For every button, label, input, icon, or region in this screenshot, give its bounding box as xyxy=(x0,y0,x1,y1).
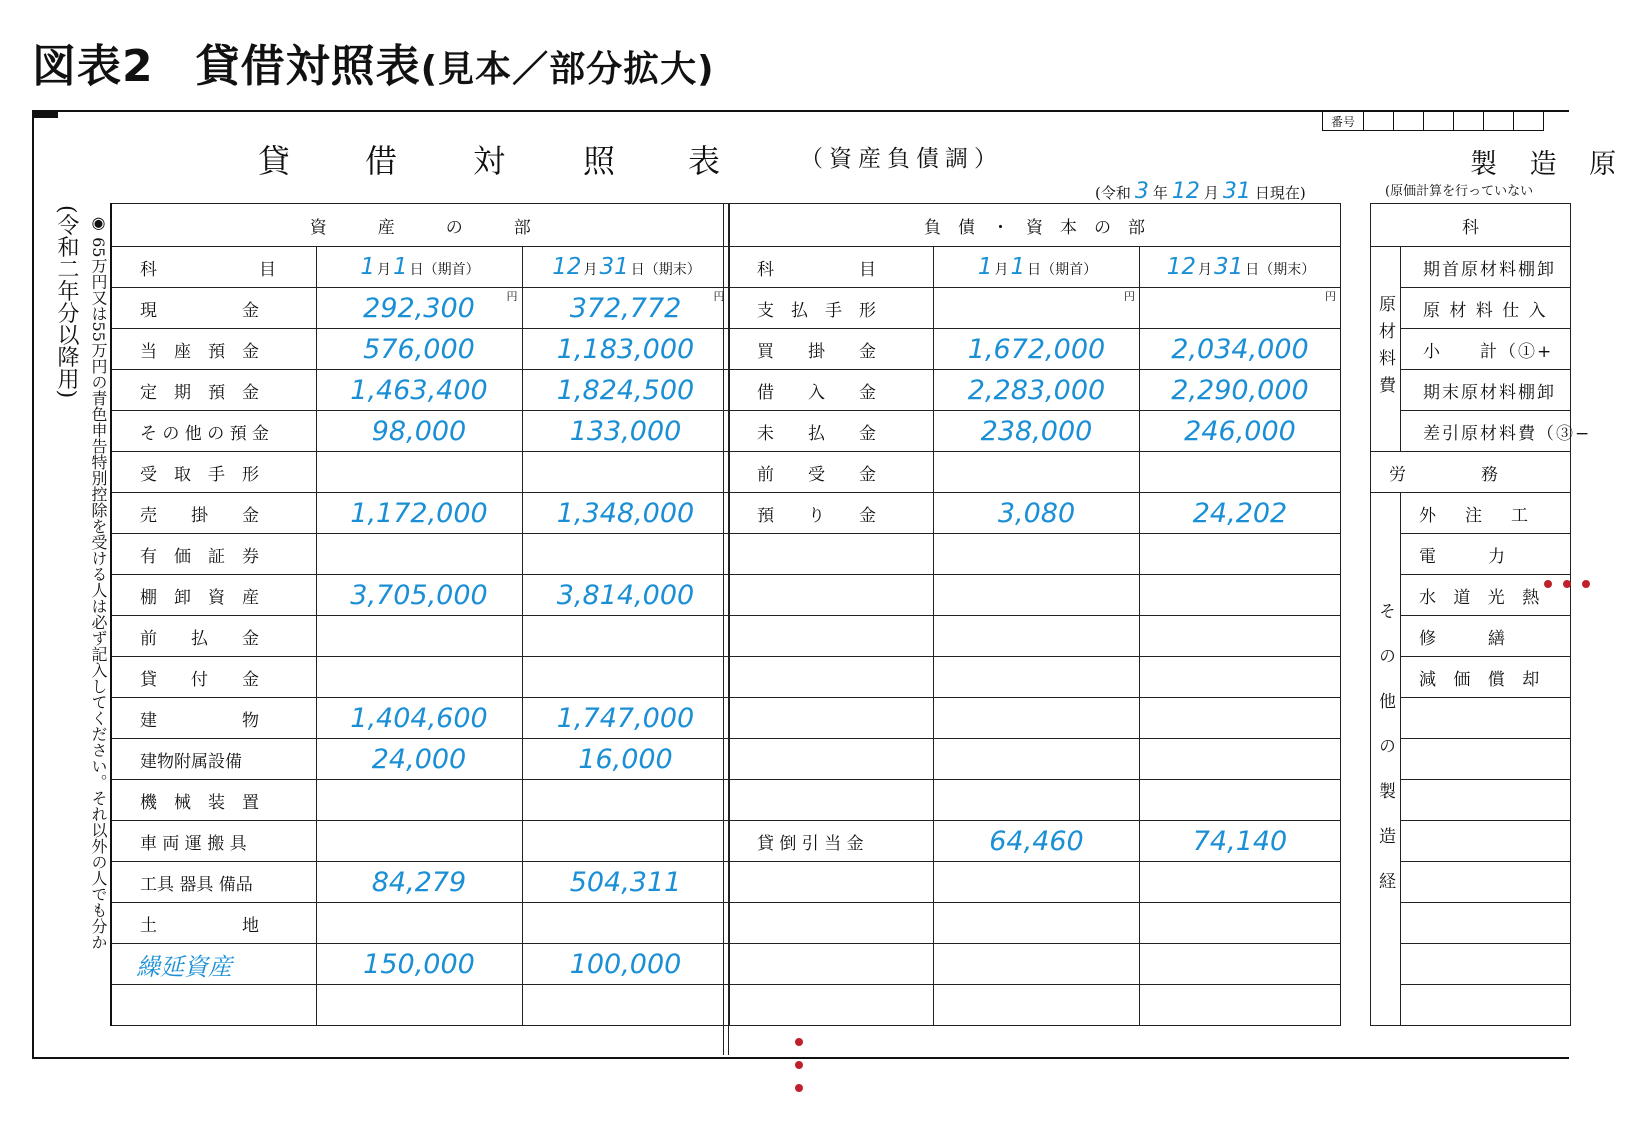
liability-start-value: 64,460 xyxy=(989,825,1084,857)
asset-end-value-cell[interactable] xyxy=(522,985,729,1026)
asset-end-value-cell[interactable] xyxy=(522,288,729,329)
liability-row-label: 支 払 手 形 xyxy=(729,288,934,329)
mfg-material-label: 差引原材料費（③− xyxy=(1401,411,1571,452)
liability-row-label: 前 受 金 xyxy=(729,452,934,493)
asset-end-value-cell[interactable] xyxy=(522,780,729,821)
liability-row xyxy=(729,616,1341,657)
liability-end-value-cell[interactable] xyxy=(1140,698,1341,739)
mfg-material-row xyxy=(1371,411,1571,452)
liability-start-value-cell[interactable] xyxy=(934,862,1140,903)
liability-row xyxy=(729,329,1341,370)
liability-header-row xyxy=(729,204,1341,247)
asset-row xyxy=(111,288,729,329)
asset-row xyxy=(111,944,729,985)
mfg-material-label: 小 計（①+ xyxy=(1401,329,1571,370)
asset-end-value: 1,747,000 xyxy=(556,702,695,734)
mfg-material-row xyxy=(1371,247,1571,288)
asset-row-label: 土 地 xyxy=(111,903,316,944)
asset-start-value: 84,279 xyxy=(371,866,467,898)
as-of-date: (令和 3 年 12 月 31 日現在) xyxy=(1095,179,1306,204)
mfg-other-label xyxy=(1401,821,1571,862)
liability-row xyxy=(729,862,1341,903)
column-header-item: 科 目 xyxy=(111,247,316,288)
liability-end-value-cell[interactable] xyxy=(1140,903,1341,944)
liability-end-value-cell[interactable] xyxy=(1140,657,1341,698)
liability-end-value-cell[interactable] xyxy=(1140,821,1341,862)
liability-end-value-cell[interactable] xyxy=(1140,370,1341,411)
mfg-other-row xyxy=(1371,534,1571,575)
liability-end-value-cell[interactable] xyxy=(1140,739,1341,780)
asset-end-value-cell[interactable] xyxy=(522,534,729,575)
liability-end-value-cell[interactable] xyxy=(1140,575,1341,616)
liability-row xyxy=(729,657,1341,698)
asset-end-value: 100,000 xyxy=(569,948,682,980)
liability-row-label xyxy=(729,575,934,616)
title-char: 貸 xyxy=(258,142,291,180)
liability-end-value-cell[interactable] xyxy=(1140,616,1341,657)
asset-start-value-cell[interactable] xyxy=(316,493,522,534)
mfg-other-label: 外 注 工 xyxy=(1401,493,1571,534)
liability-section-header: 負 債 ・ 資 本 の 部 xyxy=(729,204,1341,247)
liability-start-value: 2,283,000 xyxy=(967,374,1106,406)
mfg-column-header: 科 xyxy=(1371,204,1571,247)
liability-start-value-cell[interactable] xyxy=(934,493,1140,534)
liability-start-value-cell[interactable] xyxy=(934,370,1140,411)
liability-start-value-cell[interactable] xyxy=(934,575,1140,616)
asset-start-value-cell[interactable] xyxy=(316,780,522,821)
liability-start-value-cell[interactable] xyxy=(934,739,1140,780)
liability-row-label: 未 払 金 xyxy=(729,411,934,452)
mfg-other-label xyxy=(1401,903,1571,944)
asset-start-value-cell[interactable] xyxy=(316,329,522,370)
liability-row xyxy=(729,780,1341,821)
asset-row-label: 繰延資産 xyxy=(111,944,316,985)
asset-end-value: 133,000 xyxy=(569,415,682,447)
figure-title xyxy=(32,30,715,94)
manufacturing-title: 製 造 原 xyxy=(1470,149,1628,180)
liabilities-table xyxy=(728,203,1341,1026)
mfg-other-row xyxy=(1371,985,1571,1026)
liability-start-value-cell[interactable] xyxy=(934,411,1140,452)
asset-end-value-cell[interactable] xyxy=(522,329,729,370)
asset-start-value: 3,705,000 xyxy=(350,579,488,611)
yen-unit: 円 xyxy=(1124,290,1135,303)
asset-start-value-cell[interactable] xyxy=(316,985,522,1026)
liability-row-label xyxy=(729,534,934,575)
asset-end-value-cell[interactable] xyxy=(522,903,729,944)
liability-row xyxy=(729,821,1341,862)
column-header-end: 12 月31 日（期末） xyxy=(1140,247,1341,288)
asset-start-value: 24,000 xyxy=(371,743,467,775)
liability-start-value-cell[interactable] xyxy=(934,821,1140,862)
mfg-other-label: 水 道 光 熱 xyxy=(1401,575,1571,616)
liability-row-label xyxy=(729,985,934,1026)
liability-start-value-cell[interactable] xyxy=(934,288,1140,329)
mfg-other-row xyxy=(1371,944,1571,985)
asset-row-label: 売 掛 金 xyxy=(111,493,316,534)
asset-row xyxy=(111,821,729,862)
asset-end-value-cell[interactable] xyxy=(522,370,729,411)
asset-row-label: 現 金 xyxy=(111,288,316,329)
asset-row-label: そ の 他 の 預 金 xyxy=(111,411,316,452)
asset-row-label: 車 両 運 搬 具 xyxy=(111,821,316,862)
asset-start-value: 150,000 xyxy=(363,948,475,980)
liability-start-value-cell[interactable] xyxy=(934,534,1140,575)
liability-row-label xyxy=(729,944,934,985)
liability-row-label: 預 り 金 xyxy=(729,493,934,534)
asset-start-value-cell[interactable] xyxy=(316,698,522,739)
mfg-other-row xyxy=(1371,862,1571,903)
asset-end-value: 1,348,000 xyxy=(556,497,695,529)
liability-row xyxy=(729,985,1341,1026)
liability-end-value-cell[interactable] xyxy=(1140,862,1341,903)
mfg-other-label: 電 力 xyxy=(1401,534,1571,575)
asset-start-value: 292,300 xyxy=(363,292,475,324)
mfg-other-label: 修 繕 xyxy=(1401,616,1571,657)
liability-row xyxy=(729,452,1341,493)
serial-box[interactable] xyxy=(1424,111,1454,131)
asset-start-value-cell[interactable] xyxy=(316,739,522,780)
asset-end-value-cell[interactable] xyxy=(522,616,729,657)
title-char: 表 xyxy=(688,142,721,180)
liability-end-value: 2,290,000 xyxy=(1171,374,1309,406)
asset-end-value: 1,824,500 xyxy=(556,374,695,406)
mfg-other-row xyxy=(1371,821,1571,862)
corner-mark xyxy=(32,110,58,118)
liability-row-label: 貸 倒 引 当 金 xyxy=(729,821,934,862)
asset-end-value-cell[interactable] xyxy=(522,657,729,698)
serial-label: 番号 xyxy=(1322,111,1364,131)
liability-end-value-cell[interactable] xyxy=(1140,985,1341,1026)
asset-row xyxy=(111,575,729,616)
serial-box[interactable] xyxy=(1394,111,1424,131)
asset-row-label: 建物附属設備 xyxy=(111,739,316,780)
asset-start-value-cell[interactable] xyxy=(316,370,522,411)
continuation-dot xyxy=(1582,580,1590,588)
continuation-dot xyxy=(1563,580,1571,588)
liability-row-label xyxy=(729,780,934,821)
asset-row xyxy=(111,985,729,1026)
mfg-group-material: 原材料費 xyxy=(1371,247,1401,452)
serial-box[interactable] xyxy=(1484,111,1514,131)
mfg-material-row xyxy=(1371,370,1571,411)
asset-start-value: 1,463,400 xyxy=(350,374,488,406)
mfg-other-row xyxy=(1371,698,1571,739)
mfg-other-row xyxy=(1371,616,1571,657)
asset-start-value-cell[interactable] xyxy=(316,903,522,944)
asset-end-value-cell[interactable] xyxy=(522,862,729,903)
liability-row xyxy=(729,944,1341,985)
title-char: 対 xyxy=(473,142,506,180)
asset-start-value: 1,404,600 xyxy=(350,702,488,734)
column-header-item: 科 目 xyxy=(729,247,934,288)
continuation-dot xyxy=(795,1061,803,1069)
liability-column-header-row xyxy=(729,247,1341,288)
asset-end-value: 1,183,000 xyxy=(556,333,695,365)
asset-row-label xyxy=(111,985,316,1026)
liability-start-value: 238,000 xyxy=(980,415,1093,447)
liability-row-label: 借 入 金 xyxy=(729,370,934,411)
title-char: 照 xyxy=(583,142,616,180)
serial-box[interactable] xyxy=(1364,111,1394,131)
liability-end-value-cell[interactable] xyxy=(1140,288,1341,329)
liability-end-value-cell[interactable] xyxy=(1140,452,1341,493)
date-year[interactable]: 3 xyxy=(1134,179,1149,204)
liability-start-value-cell[interactable] xyxy=(934,944,1140,985)
liability-row xyxy=(729,698,1341,739)
asset-row xyxy=(111,698,729,739)
asset-row-label: 当 座 預 金 xyxy=(111,329,316,370)
mfg-labor-row xyxy=(1371,452,1571,493)
mfg-material-label: 期首原材料棚卸 xyxy=(1401,247,1571,288)
asset-row-label: 棚 卸 資 産 xyxy=(111,575,316,616)
column-header-end: 12 月31 日（期末） xyxy=(522,247,729,288)
asset-end-value-cell[interactable] xyxy=(522,493,729,534)
yen-unit: 円 xyxy=(713,290,725,303)
liability-end-value-cell[interactable] xyxy=(1140,329,1341,370)
asset-row xyxy=(111,903,729,944)
date-month[interactable]: 12 xyxy=(1171,179,1200,204)
mfg-other-row xyxy=(1371,780,1571,821)
asset-end-value: 504,311 xyxy=(569,866,682,898)
liability-start-value: 1,672,000 xyxy=(967,333,1106,365)
mfg-group-other: その他の製造経 xyxy=(1371,493,1401,1026)
liability-end-value-cell[interactable] xyxy=(1140,534,1341,575)
asset-start-value-cell[interactable] xyxy=(316,862,522,903)
liability-row xyxy=(729,288,1341,329)
mfg-other-label: 減 価 償 却 xyxy=(1401,657,1571,698)
asset-end-value: 372,772 xyxy=(569,292,682,324)
asset-row-label: 有 価 証 券 xyxy=(111,534,316,575)
mfg-other-row xyxy=(1371,575,1571,616)
mfg-other-label xyxy=(1401,862,1571,903)
mfg-other-row xyxy=(1371,657,1571,698)
liability-start-value-cell[interactable] xyxy=(934,329,1140,370)
asset-column-header-row xyxy=(111,247,729,288)
asset-row-label: 機 械 装 置 xyxy=(111,780,316,821)
yen-unit: 円 xyxy=(506,290,518,303)
asset-row xyxy=(111,616,729,657)
liability-row-label xyxy=(729,657,934,698)
figure-name: 貸借対照表 xyxy=(195,41,421,92)
mfg-material-label: 原 材 料 仕 入 xyxy=(1401,288,1571,329)
liability-start-value-cell[interactable] xyxy=(934,985,1140,1026)
liability-row xyxy=(729,370,1341,411)
liability-start-value-cell[interactable] xyxy=(934,698,1140,739)
mfg-material-label: 期末原材料棚卸 xyxy=(1401,370,1571,411)
liability-row xyxy=(729,739,1341,780)
asset-header-row xyxy=(111,204,729,247)
mfg-other-label xyxy=(1401,739,1571,780)
asset-row-label: 前 払 金 xyxy=(111,616,316,657)
title-char: 借 xyxy=(365,142,398,180)
liability-row xyxy=(729,575,1341,616)
liability-end-value-cell[interactable] xyxy=(1140,411,1341,452)
asset-start-value-cell[interactable] xyxy=(316,944,522,985)
serial-box[interactable] xyxy=(1514,111,1544,131)
liability-end-value: 24,202 xyxy=(1192,497,1288,529)
asset-row-label: 工具 器具 備品 xyxy=(111,862,316,903)
mfg-other-row xyxy=(1371,739,1571,780)
asset-row xyxy=(111,411,729,452)
asset-start-value-cell[interactable] xyxy=(316,534,522,575)
asset-start-value-cell[interactable] xyxy=(316,411,522,452)
asset-end-value: 3,814,000 xyxy=(556,579,695,611)
asset-row xyxy=(111,862,729,903)
assets-table xyxy=(110,203,730,1026)
column-header-start: 1 月1 日（期首） xyxy=(934,247,1140,288)
asset-start-value-cell[interactable] xyxy=(316,616,522,657)
mfg-other-label xyxy=(1401,698,1571,739)
asset-row-label: 受 取 手 形 xyxy=(111,452,316,493)
asset-row xyxy=(111,452,729,493)
asset-row xyxy=(111,534,729,575)
asset-end-value: 16,000 xyxy=(578,743,673,775)
asset-section-header: 資 産 の 部 xyxy=(111,204,729,247)
manufacturing-subtitle: (原価計算を行っていない xyxy=(1385,184,1534,199)
asset-start-value: 1,172,000 xyxy=(350,497,488,529)
mfg-header-row xyxy=(1371,204,1571,247)
asset-start-value: 576,000 xyxy=(363,333,475,365)
asset-row xyxy=(111,493,729,534)
column-header-start: 1 月1 日（期首） xyxy=(316,247,522,288)
liability-end-value-cell[interactable] xyxy=(1140,493,1341,534)
liability-start-value-cell[interactable] xyxy=(934,657,1140,698)
asset-row-label: 建 物 xyxy=(111,698,316,739)
asset-end-value-cell[interactable] xyxy=(522,411,729,452)
liability-end-value-cell[interactable] xyxy=(1140,780,1341,821)
asset-end-value-cell[interactable] xyxy=(522,944,729,985)
asset-start-value-cell[interactable] xyxy=(316,452,522,493)
asset-end-value-cell[interactable] xyxy=(522,698,729,739)
liability-row-label xyxy=(729,862,934,903)
asset-end-value-cell[interactable] xyxy=(522,739,729,780)
mfg-material-row xyxy=(1371,329,1571,370)
asset-start-value-cell[interactable] xyxy=(316,288,522,329)
liability-row-label xyxy=(729,903,934,944)
asset-row-label: 貸 付 金 xyxy=(111,657,316,698)
continuation-dot xyxy=(795,1084,803,1092)
liability-end-value-cell[interactable] xyxy=(1140,944,1341,985)
asset-end-value-cell[interactable] xyxy=(522,575,729,616)
liability-row-label xyxy=(729,698,934,739)
liability-row xyxy=(729,493,1341,534)
mfg-other-label xyxy=(1401,780,1571,821)
mfg-labor-label: 労 務 xyxy=(1371,452,1571,493)
liability-start-value: 3,080 xyxy=(997,497,1076,529)
asset-end-value-cell[interactable] xyxy=(522,821,729,862)
serial-number-boxes xyxy=(1322,111,1544,131)
side-note-instruction: ◉ 65万円又は55万円の青色申告特別控除を受ける人は必ず記入してください。それ以外の人でも分か xyxy=(89,213,108,950)
liability-start-value-cell[interactable] xyxy=(934,780,1140,821)
side-note-era: (令和二年分以降用) xyxy=(54,205,79,399)
liability-end-value: 246,000 xyxy=(1184,415,1296,447)
mfg-other-row xyxy=(1371,903,1571,944)
liability-start-value-cell[interactable] xyxy=(934,452,1140,493)
mfg-other-row xyxy=(1371,493,1571,534)
asset-row xyxy=(111,739,729,780)
yen-unit: 円 xyxy=(1325,290,1336,303)
liability-end-value: 2,034,000 xyxy=(1171,333,1309,365)
liability-row xyxy=(729,534,1341,575)
liability-start-value-cell[interactable] xyxy=(934,616,1140,657)
figure-number: 図表2 xyxy=(32,41,154,92)
asset-end-value-cell[interactable] xyxy=(522,452,729,493)
liability-row xyxy=(729,411,1341,452)
date-day[interactable]: 31 xyxy=(1222,179,1251,204)
liability-row-label xyxy=(729,616,934,657)
liability-row xyxy=(729,903,1341,944)
asset-row xyxy=(111,329,729,370)
serial-box[interactable] xyxy=(1454,111,1484,131)
liability-start-value-cell[interactable] xyxy=(934,903,1140,944)
asset-start-value-cell[interactable] xyxy=(316,575,522,616)
figure-subtitle: (見本／部分拡大) xyxy=(420,49,715,90)
asset-row xyxy=(111,370,729,411)
manufacturing-cost-table xyxy=(1370,203,1592,1026)
liability-row-label xyxy=(729,739,934,780)
asset-row xyxy=(111,780,729,821)
mfg-other-label xyxy=(1401,985,1571,1026)
continuation-dot xyxy=(795,1038,803,1046)
asset-start-value-cell[interactable] xyxy=(316,657,522,698)
document-subtitle: （資産負債調） xyxy=(800,146,1003,172)
liability-end-value: 74,140 xyxy=(1192,825,1288,857)
mfg-other-label xyxy=(1401,944,1571,985)
asset-row xyxy=(111,657,729,698)
liability-row-label: 買 掛 金 xyxy=(729,329,934,370)
mfg-material-row xyxy=(1371,288,1571,329)
asset-row-label: 定 期 預 金 xyxy=(111,370,316,411)
asset-start-value-cell[interactable] xyxy=(316,821,522,862)
asset-start-value: 98,000 xyxy=(371,415,467,447)
continuation-dot xyxy=(1544,580,1552,588)
